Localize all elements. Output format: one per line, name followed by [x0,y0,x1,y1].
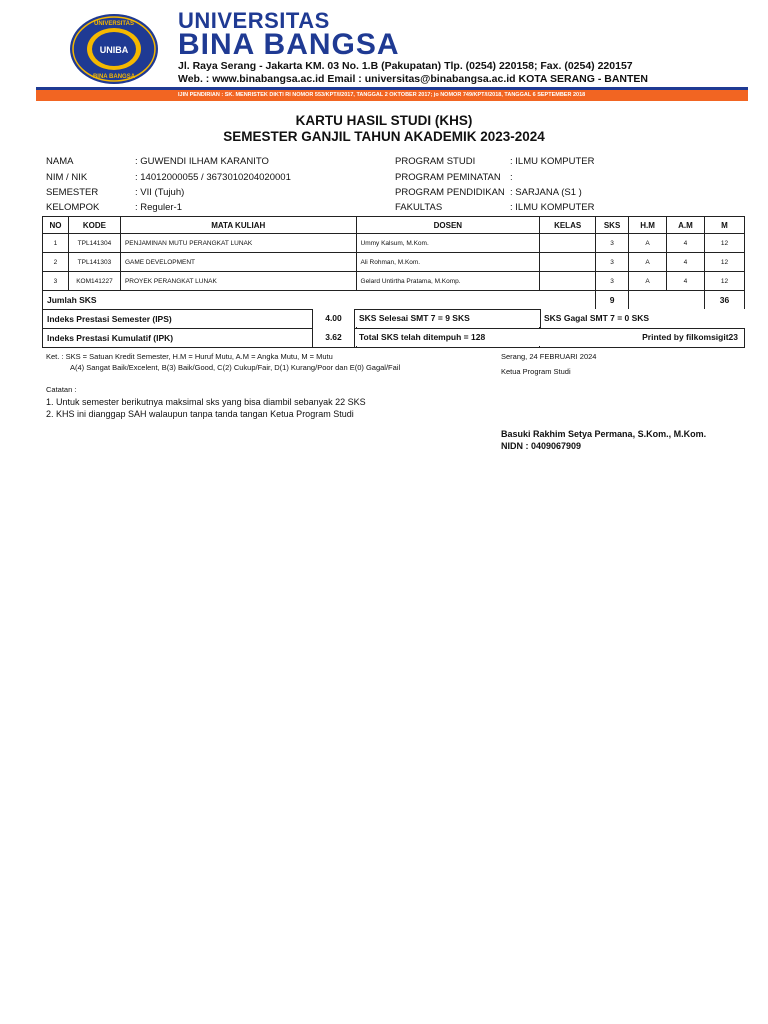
fakultas-label: FAKULTAS [395,202,443,213]
header-university: UNIVERSITAS [178,8,330,33]
cell-dosen: Gelard Untirtha Pratama, M.Komp. [356,272,540,291]
cell-dosen: Ummy Kalsum, M.Kom. [356,234,540,253]
logo-ring-top: UNIVERSITAS [94,21,134,27]
document-subtitle: SEMESTER GANJIL TAHUN AKADEMIK 2023-2024 [223,129,545,144]
col-m: M [704,217,744,234]
table-header-row [43,217,745,234]
ipk-label: Indeks Prestasi Kumulatif (IPK) [43,329,357,348]
cell-kelas [540,234,596,253]
cell-sks: 3 [596,272,629,291]
cell-hm: A [629,272,667,291]
jumlah-empty [629,291,705,310]
fakultas-value: : ILMU KOMPUTER [510,202,595,213]
sign-role: Ketua Program Studi [501,367,571,376]
cell-m: 12 [704,272,744,291]
table-row [43,253,745,272]
nim-label: NIM / NIK [46,172,88,183]
semester-value: : VII (Tujuh) [135,187,185,198]
sign-date: Serang, 24 FEBRUARI 2024 [501,352,597,361]
cell-am: 4 [667,253,705,272]
jumlah-row [43,291,745,310]
logo-ring-bottom: BINA BANGSA [92,74,136,80]
ips-label: Indeks Prestasi Semester (IPS) [43,310,357,329]
cell-no: 1 [43,234,69,253]
cell-dosen: Ali Rohman, M.Kom. [356,253,540,272]
header-license-bar: IJIN PENDIRIAN : SK. MENRISTEK DIKTI RI NOMOR 553/KPT/I/2017, TANGGAL 2 OKTOBER 2017; jo NOMOR 749/KPT/I/2018, TANGGAL 6 SEPTEMBER 2018 [36,90,748,101]
university-logo [68,12,160,86]
cell-kode: KOM141227 [68,272,120,291]
printed-by: Printed by filkomsigit23 [541,329,744,346]
nama-label: NAMA [46,156,74,167]
jumlah-sks: 9 [596,291,629,310]
ket-line1: Ket. : SKS = Satuan Kredit Semester, H.M = Huruf Mutu, A.M = Angka Mutu, M = Mutu [46,352,333,361]
header-web: Web. : www.binabangsa.ac.id Email : universitas@binabangsa.ac.id KOTA SERANG - BANTEN [178,73,648,85]
ips-value: 4.00 [312,309,355,328]
document-title: KARTU HASIL STUDI (KHS) [295,113,473,128]
cell-no: 3 [43,272,69,291]
catatan-1: 1. Untuk semester berikutnya maksimal sks yang bisa diambil sebanyak 22 SKS [46,397,366,407]
cell-no: 2 [43,253,69,272]
pendidikan-label: PROGRAM PENDIDIKAN [395,187,505,198]
col-no: NO [43,217,69,234]
jumlah-m: 36 [704,291,744,310]
ket-line2: A(4) Sangat Baik/Excelent, B(3) Baik/Good, C(2) Cukup/Fair, D(1) Kurang/Poor dan E(0) Gagal/Fail [70,363,401,372]
sks-selesai: SKS Selesai SMT 7 = 9 SKS [356,310,540,327]
cell-sks: 3 [596,253,629,272]
sks-gagal: SKS Gagal SMT 7 = 0 SKS [540,309,745,328]
cell-kelas [540,272,596,291]
cell-am: 4 [667,272,705,291]
sign-nidn: NIDN : 0409067909 [501,441,582,451]
cell-kelas [540,253,596,272]
jumlah-label: Jumlah SKS [43,291,596,310]
cell-hm: A [629,253,667,272]
cell-m: 12 [704,253,744,272]
cell-kode: TPL141304 [68,234,120,253]
table-row [43,272,745,291]
nim-value: : 14012000055 / 3673010204020001 [135,172,291,183]
logo-text: UNIBA [99,45,129,55]
peminatan-value: : [510,172,513,183]
col-hm: H.M [629,217,667,234]
col-kelas: KELAS [540,217,596,234]
pendidikan-value: : SARJANA (S1 ) [510,187,582,198]
col-dosen: DOSEN [356,217,540,234]
cell-kode: TPL141303 [68,253,120,272]
catatan-2: 2. KHS ini dianggap SAH walaupun tanpa tanda tangan Ketua Program Studi [46,409,354,419]
kelompok-label: KELOMPOK [46,202,100,213]
header-university-name: BINA BANGSA [178,28,400,61]
nama-value: : GUWENDI ILHAM KARANITO [135,156,269,167]
prodi-value: : ILMU KOMPUTER [510,156,595,167]
total-sks: Total SKS telah ditempuh = 128 [356,329,540,346]
cell-sks: 3 [596,234,629,253]
cell-mata-kuliah: PROYEK PERANGKAT LUNAK [120,272,356,291]
kelompok-value: : Reguler-1 [135,202,182,213]
col-mata-kuliah: MATA KULIAH [120,217,356,234]
peminatan-label: PROGRAM PEMINATAN [395,172,501,183]
col-sks: SKS [596,217,629,234]
ipk-value: 3.62 [312,328,355,347]
semester-label: SEMESTER [46,187,99,198]
cell-mata-kuliah: PENJAMINAN MUTU PERANGKAT LUNAK [120,234,356,253]
cell-am: 4 [667,234,705,253]
sign-name: Basuki Rakhim Setya Permana, S.Kom., M.Kom. [501,429,707,439]
prodi-label: PROGRAM STUDI [395,156,476,167]
col-kode: KODE [68,217,120,234]
cell-m: 12 [704,234,744,253]
col-am: A.M [667,217,705,234]
table-row [43,234,745,253]
cell-hm: A [629,234,667,253]
cell-mata-kuliah: GAME DEVELOPMENT [120,253,356,272]
header-address: Jl. Raya Serang - Jakarta KM. 03 No. 1.B (Pakupatan) Tlp. (0254) 220158; Fax. (0254) 220157 [178,60,633,72]
catatan-label: Catatan : [46,385,77,394]
